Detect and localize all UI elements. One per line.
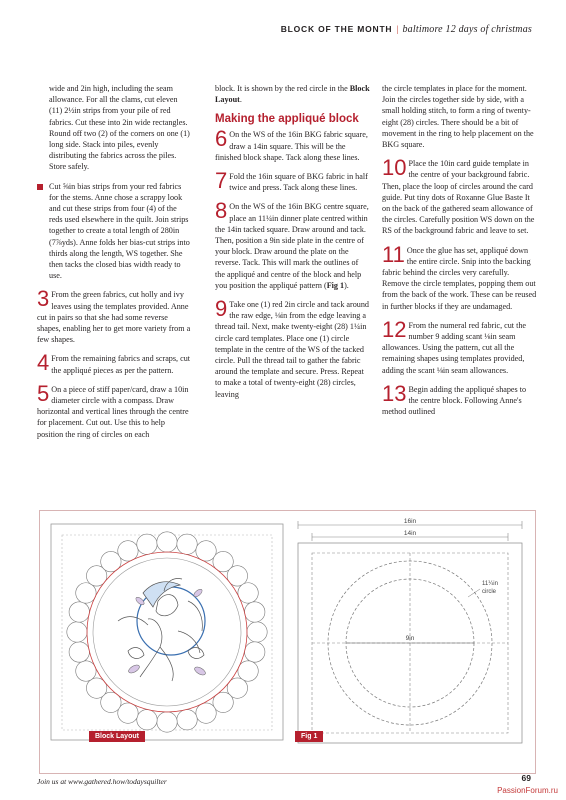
fig-1-caption: Fig 1 — [295, 731, 323, 742]
ring-circle — [69, 602, 89, 622]
ring-circle — [238, 583, 258, 603]
step-text: From the green fabrics, cut holly and ivy leaves using the templates provided. Anne cut in pairs so that she had some reverse shapes, enabling her to get more variety from a few shapes. — [37, 290, 191, 345]
ring-circle — [157, 532, 177, 552]
ring-circle — [76, 661, 96, 681]
text-run: block. It is shown by the red circle in the — [215, 84, 350, 93]
section-heading: Making the appliqué block — [215, 113, 359, 126]
callout-label-11in: 11¼in — [482, 581, 498, 587]
step-3 — [37, 286, 192, 345]
step-number: 9 — [215, 296, 228, 322]
ring-circle — [157, 712, 177, 732]
ring-circle — [118, 541, 138, 561]
callout-label-circle: circle — [482, 589, 497, 595]
step-text: Place the 10in card guide template in the centre of your background fabric. Then, place the loop of circles around the card guide. Put tiny dots of Roxanne Glue Baste It on the back of the gathered seam allowance of the circles. Carefully position WS down on the RS of the background fabric and leave to set. — [382, 159, 535, 236]
block-layout-caption: Block Layout — [89, 731, 145, 742]
step-number: 7 — [215, 168, 228, 194]
paragraph: wide and 2in high, including the seam allowance. For all the clams, cut eleven (11) 2½in strips from your pile of red fabrics. Cut these into 2in wide rectangles. Round off two (2) of the corners on one (1) long side. Stack into piles, evenly distributing the fabrics across the piles. Store safely. — [49, 84, 190, 172]
ring-circle — [238, 661, 258, 681]
step-10 — [382, 155, 537, 236]
step-text: Begin adding the appliqué shapes to the centre block. Following Anne's method outlined — [382, 384, 527, 417]
fig-1-diagram — [292, 515, 528, 747]
header-separator: | — [396, 25, 399, 35]
column-2 — [215, 83, 370, 408]
step-12 — [382, 316, 537, 376]
step-7 — [215, 168, 370, 194]
step-11 — [382, 241, 537, 312]
step-number: 8 — [215, 198, 228, 224]
ring-circle — [196, 703, 216, 723]
ring-circle — [137, 534, 157, 554]
ring-circle — [245, 642, 265, 662]
ring-circle — [137, 710, 157, 730]
dimension-label-14in: 14in — [403, 530, 417, 537]
footer-url: Join us at www.gathered.how/todaysquilter — [37, 777, 167, 786]
paragraph — [215, 83, 370, 105]
step-5 — [37, 380, 192, 440]
dimension-label-9in: 9in — [405, 635, 415, 642]
paragraph: the circle templates in place for the moment. Join the circles together side by side, with a small holding stitch, to form a ring of twenty-eight (28) circles. There should be a bit of movement in the ring to help placement on the BKG square. — [382, 84, 534, 150]
step-text: Fold the 16in square of BKG fabric in half twice and press. Tack along these lines. — [229, 172, 368, 193]
step-number: 4 — [37, 350, 50, 376]
step-number: 5 — [37, 380, 50, 406]
ring-circle — [67, 622, 87, 642]
step-number: 6 — [215, 126, 228, 152]
ring-circle — [247, 622, 267, 642]
ring-circle — [76, 583, 96, 603]
block-layout-reference: Block Layout — [215, 84, 370, 105]
figures-panel — [39, 510, 536, 774]
column-1 — [37, 83, 192, 448]
step-text: Once the glue has set, appliqué down the entire circle. Snip into the backing fabric behind the circles very carefully. Remove the circle templates, popping them out from the back of the work. These can be reused in further blocks if they are undamaged. — [382, 245, 537, 311]
step-text: From the remaining fabrics and scraps, cut the appliqué pieces as per the pattern. — [51, 354, 191, 375]
step-9 — [215, 296, 370, 400]
ring-circle — [177, 710, 197, 730]
step-text: From the numeral red fabric, cut the number 9 adding scant ⅛in seam allowances. Using the pattern, cut all the remaining shapes using templates provided, adding the scant ⅛in seam allowances. — [382, 320, 527, 375]
column-3 — [382, 83, 537, 425]
ring-circle — [196, 541, 216, 561]
running-header — [281, 24, 532, 35]
step-number: 3 — [37, 286, 50, 312]
step-text: Take one (1) red 2in circle and tack around the raw edge, ⅛in from the edge leaving a thread tail. Next, make twenty-eight (28) 1¼in circle card templates. Place one (1) circle template in the centre of the WS of the tacked circle. Pull the thread tail to gather the fabric around the template and secure. Press. Repeat to make a total of twenty-eight (28) circles, leaving — [215, 300, 369, 399]
step-number: 10 — [382, 155, 407, 181]
paragraph: Cut ⅝in bias strips from your red fabrics for the stems. Anne chose a scrappy look and cut these strips from four (4) of the reds used elsewhere in the quilt. Join strips together to create a total length of 280in (7⅞yds). Anne folds her bias-cut strips into thirds along the length, WS together. She then tacks the closed bias width ready to use. — [49, 181, 190, 281]
step-13 — [382, 380, 537, 418]
step-8 — [215, 198, 370, 291]
step-number: 13 — [382, 380, 407, 406]
watermark: PassionForum.ru — [497, 786, 558, 795]
block-layout-diagram — [48, 521, 286, 743]
step-number: 11 — [382, 241, 405, 267]
ring-circle — [245, 602, 265, 622]
step-text: On a piece of stiff paper/card, draw a 10in diameter circle with a compass. Draw horizontal and vertical lines through the centre for placement. Cut out. Use this to help position the ring of circles on each — [37, 384, 189, 439]
text-run: . — [239, 95, 242, 105]
page-number: 69 — [521, 773, 531, 783]
step-4 — [37, 350, 192, 376]
fig-1-reference: Fig 1 — [326, 280, 345, 290]
step-6 — [215, 126, 370, 163]
ring-circle — [177, 534, 197, 554]
header-section: BLOCK OF THE MONTH — [280, 24, 393, 34]
header-issue: baltimore 12 days of christmas — [402, 24, 532, 35]
bullet-paragraph — [37, 181, 192, 282]
text-run: ). — [344, 280, 349, 290]
dimension-label-16in: 16in — [403, 518, 417, 525]
bullet-square-icon — [37, 184, 43, 190]
ring-circle — [118, 703, 138, 723]
ring-circle — [69, 642, 89, 662]
step-number: 12 — [382, 316, 407, 342]
step-text: On the WS of the 16in BKG centre square, place an 11¼in dinner plate centred within the 14in tacked square. Draw around and tack. Then, position a 9in side plate in the centre of your block. Draw around the plate on the reverse. Tack. This will mark the outlines of the appliqué and centre of the block and help you position the appliqué pattern ( — [215, 202, 369, 290]
step-text: On the WS of the 16in BKG fabric square, draw a 14in square. This will be the finished block shape. Tack along these lines. — [215, 130, 368, 162]
